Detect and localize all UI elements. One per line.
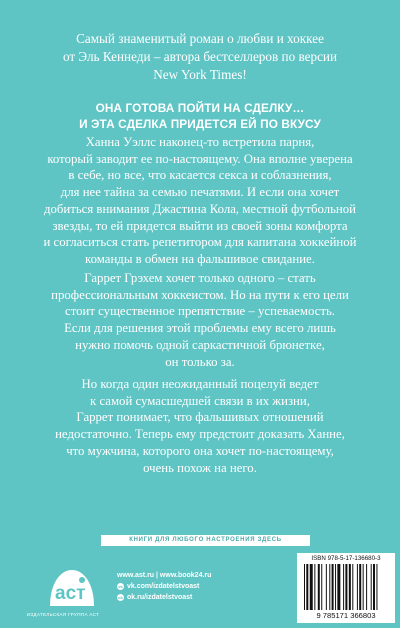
- barcode-bar: [314, 564, 315, 610]
- text-line: нужно помочь одной саркастичной брюнетке,: [75, 337, 325, 352]
- publisher-logo-text: ИЗДАТЕЛЬСКАЯ ГРУППА АСТ: [26, 612, 100, 617]
- series-band: КНИГИ ДЛЯ ЛЮБОГО НАСТРОЕНИЯ ЗДЕСЬ: [101, 535, 310, 546]
- ok-icon: ok: [118, 595, 123, 600]
- barcode-bar: [304, 564, 305, 610]
- text-line: в себе, но все, что касается секса и соблазнения,: [68, 168, 332, 183]
- text-line: добиться внимания Джастина Кола, местной футбольной: [43, 201, 357, 216]
- barcode-bar: [376, 564, 377, 610]
- tagline-line: New York Times!: [153, 67, 247, 82]
- barcode-bar: [352, 564, 353, 610]
- text-line: Если для решения этой проблемы ему всего лишь: [64, 321, 336, 336]
- barcode-bar: [357, 564, 358, 610]
- barcode-bar: [306, 564, 308, 610]
- synopsis-paragraph-2: [0, 270, 400, 370]
- barcode-number: 9 785171 366803: [316, 611, 376, 620]
- ok-row: [117, 592, 211, 603]
- headline: [0, 100, 400, 132]
- vk-icon: vk: [118, 584, 123, 589]
- text-line: недостаточно. Теперь ему предстоит доказать Ханне,: [55, 427, 345, 442]
- tagline: [0, 30, 400, 84]
- text-line: который заводит ее по-настоящему. Она вполне уверена: [47, 151, 353, 166]
- barcode-bar: [363, 564, 364, 610]
- websites-link[interactable]: www.ast.ru | www.book24.ru: [117, 572, 212, 579]
- barcode-bar: [335, 564, 336, 610]
- vk-link[interactable]: vk.com/izdatelstvoast: [127, 583, 200, 590]
- synopsis-paragraph-3: [0, 376, 400, 476]
- barcode-image: [304, 564, 388, 610]
- barcode-bar: [318, 564, 320, 610]
- text-line: для нее тайна за семью печатями. И если она хочет: [60, 185, 340, 200]
- barcode-box: [297, 553, 395, 623]
- barcode-bar: [326, 564, 327, 610]
- isbn-label: ISBN 978-5-17-136680-3: [311, 555, 381, 562]
- text-line: к самой сумасшедшей связи в их жизни,: [90, 393, 310, 408]
- barcode-bar: [343, 564, 344, 610]
- tagline-line: Самый знаменитый роман о любви и хоккее: [76, 31, 324, 46]
- barcode-bar: [332, 564, 334, 610]
- barcode-bar: [321, 564, 322, 610]
- websites-row: [117, 570, 211, 581]
- text-line: команды в обмен на фальшивое свидание.: [85, 251, 315, 266]
- barcode-bar: [366, 564, 367, 610]
- publisher-links: [117, 570, 211, 603]
- barcode-bar: [337, 564, 340, 610]
- text-line: профессиональным хоккеистом. Но на пути к его цели: [51, 287, 349, 302]
- synopsis-paragraph-1: [0, 134, 400, 268]
- text-line: звезды, то ей придется выйти из своей зоны комфорта: [52, 218, 348, 233]
- text-line: Гаррет Грэхем хочет только одного – стать: [84, 271, 316, 285]
- barcode-bar: [349, 564, 351, 610]
- vk-row: [117, 581, 211, 592]
- headline-line: ОНА ГОТОВА ПОЙТИ НА СДЕЛКУ…: [95, 101, 305, 115]
- text-line: стоит существенное препятствие – успеваемость.: [65, 304, 335, 319]
- barcode-bar: [373, 564, 375, 610]
- text-line: Ханна Уэллс наконец-то встретила парня,: [85, 135, 315, 149]
- barcode-bar: [371, 564, 372, 610]
- text-line: Гаррет понимает, что фальшивых отношений: [76, 410, 324, 425]
- headline-line: И ЭТА СДЕЛКА ПРИДЕТСЯ ЕЙ ПО ВКУСУ: [79, 117, 321, 131]
- text-line: Но когда один неожиданный поцелуй ведет: [81, 377, 319, 391]
- barcode-bar: [359, 564, 361, 610]
- text-line: он только за.: [165, 354, 235, 369]
- text-line: очень похож на него.: [143, 460, 257, 475]
- text-line: и согласиться стать репетитором для капитана хоккейной: [43, 235, 357, 250]
- ast-logo: [42, 560, 102, 612]
- svg-text:аст: аст: [55, 583, 86, 604]
- ok-link[interactable]: ok.ru/izdatelstvoast: [127, 594, 193, 601]
- barcode-bar: [345, 564, 347, 610]
- tagline-line: от Эль Кеннеди – автора бестселлеров по версии: [62, 49, 338, 64]
- barcode-bar: [329, 564, 330, 610]
- text-line: что мужчина, которого она хочет по-настоящему,: [66, 443, 334, 458]
- barcode-bar: [310, 564, 313, 610]
